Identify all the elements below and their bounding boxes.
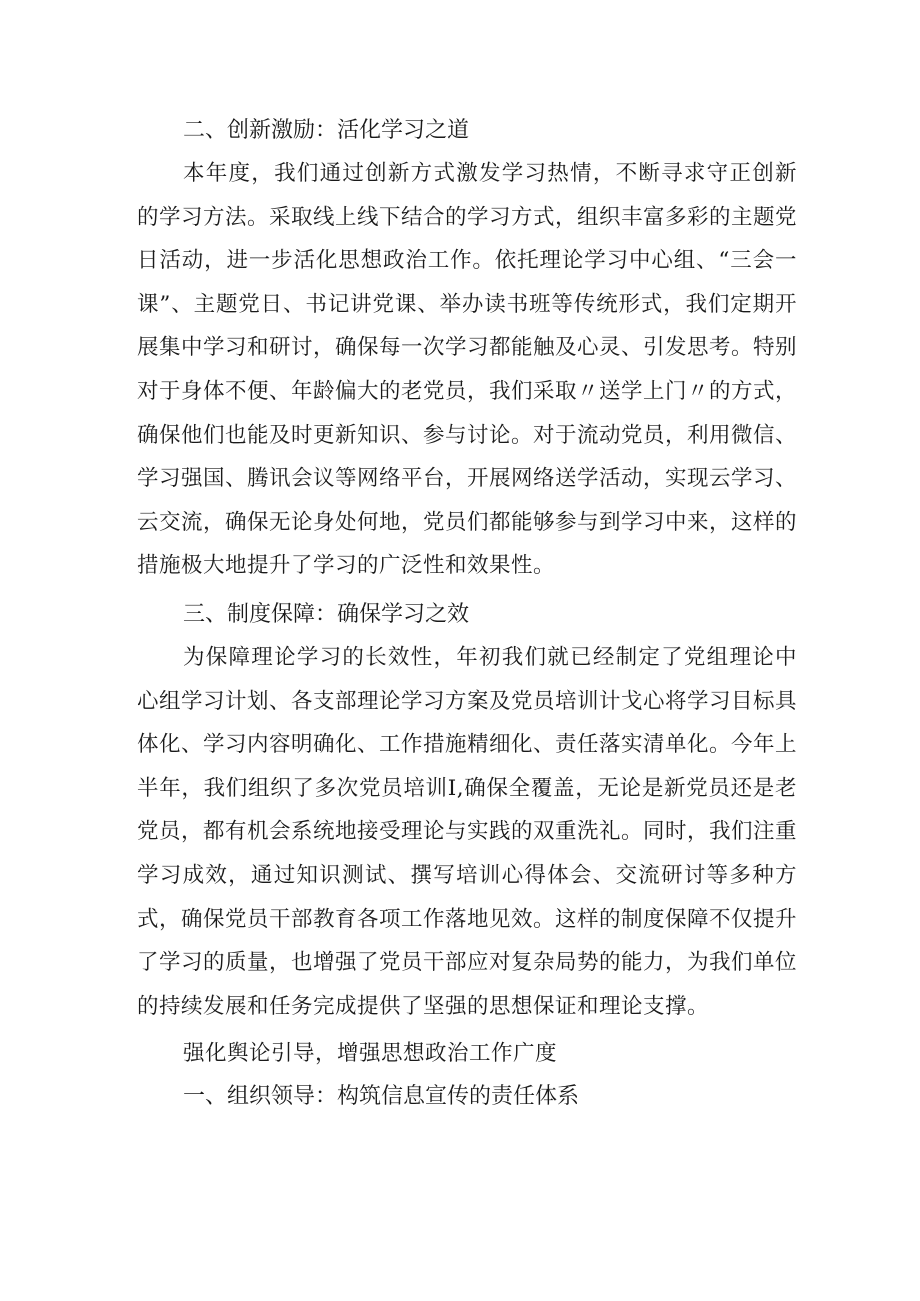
paragraph-innovation: 本年度，我们通过创新方式激发学习热情，不断寻求守正创新的学习方法。采取线上线下结合的学习方式，组织丰富多彩的主题党日活动，进一步活化思想政治工作。依托理论学习中心组、“三会一课”、主题党日、书记讲党课、举办读书班等传统形式，我们定期开展集中学习和研讨，确保每一次学习都能触及心灵、引发思考。特别对于身体不便、年龄偏大的老党员，我们采取〃送学上门〃的方式，确保他们也能及时更新知识、参与讨论。对于流动党员，利用微信、学习强国、腾讯会议等网络平台，开展网络送学活动，实现云学习、云交流，确保无论身处何地，党员们都能够参与到学习中来，这样的措施极大地提升了学习的广泛性和效果性。 [137, 161, 798, 579]
section-heading-innovation: 二、创新激励：活化学习之道 [183, 118, 470, 143]
paragraph-system: 为保障理论学习的长效性，年初我们就已经制定了党组理论中心组学习计划、各支部理论学习方案及党员培训计戈心将学习目标具体化、学习内容明确化、工作措施精细化、责任落实清单化。今年上半年，我们组织了多次党员培训I,确保全覆盖，无论是新党员还是老党员，都有机会系统地接受理论与实践的双重洗礼。同时，我们注重学习成效，通过知识测试、撰写培训心得体会、交流研讨等多种方式，确保党员干部教育各项工作落地见效。这样的制度保障不仅提升了学习的质量，也增强了党员干部应对复杂局势的能力，为我们单位的持续发展和任务完成提供了坚强的思想保证和理论支撑。 [137, 644, 798, 1019]
section-heading-leadership: 一、组织领导：构筑信息宣传的责任体系 [183, 1084, 580, 1110]
subtitle-line: 强化舆论引导，增强思想政治工作广度 [183, 1041, 558, 1067]
document-body [137, 110, 797, 1118]
section-heading-system: 三、制度保障：确保学习之效 [183, 601, 470, 627]
